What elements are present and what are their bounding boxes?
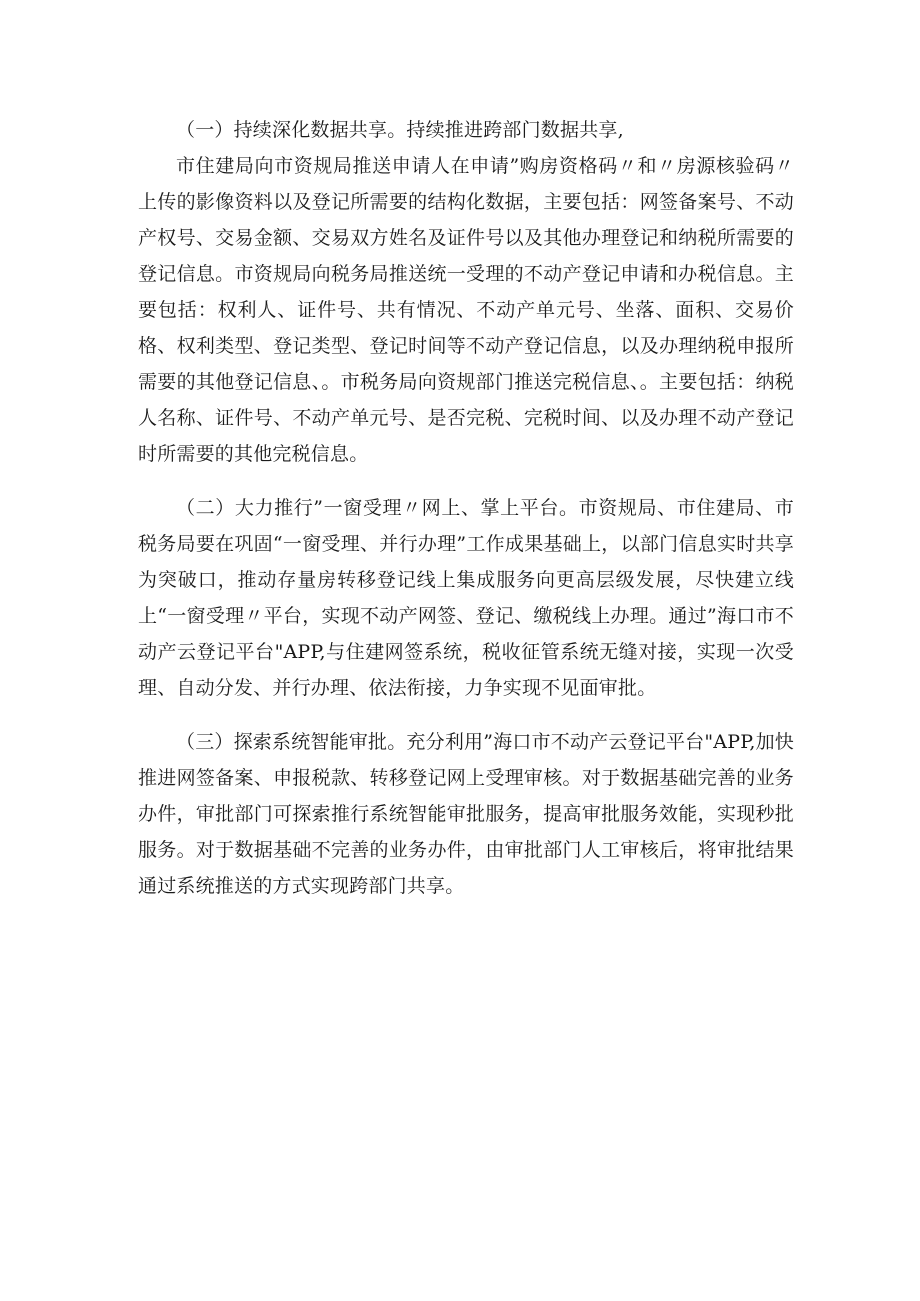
paragraph-1: （一）持续深化数据共享。持续推进跨部门数据共享, xyxy=(176,119,624,141)
paragraph-3: （二）大力推行”一窗受理〃网上、掌上平台。市资规局、市住建局、市税务局要在巩固“一窗受理、并行办理”工作成果基础上，以部门信息实时共享为突破口，推动存量房转移登记线上集成服务向更高层级发展，尽快建立线上“一窗受理〃平台，实现不动产网签、登记、缴税线上办理。通过”海口市不动产云登记平台"APP,与住建网签系统，税收征管系统无缝对接，实现一次受理、自动分发、并行办理、依法衔接，力争实现不见面审批。 xyxy=(138,497,794,699)
paragraph-2: 市住建局向市资规局推送申请人在申请”购房资格码〃和〃房源核验码〃上传的影像资料以及登记所需要的结构化数据，主要包括：网签备案号、不动产权号、交易金额、交易双方姓名及证件号以及其他办理登记和纳税所需要的登记信息。市资规局向税务局推送统一受理的不动产登记申请和办税信息。主要包括：权利人、证件号、共有情况、不动产单元号、坐落、面积、交易价格、权利类型、登记类型、登记时间等不动产登记信息，以及办理纳税申报所需要的其他登记信息、。市税务局向资规部门推送完税信息、。主要包括：纳税人名称、证件号、不动产单元号、是否完税、完税时间、以及办理不动产登记时所需要的其他完税信息。 xyxy=(138,155,794,465)
paragraph-4: （三）探索系统智能审批。充分利用”海口市不动产云登记平台"APP,加快推进网签备案、申报税款、转移登记网上受理审核。对于数据基础完善的业务办件，审批部门可探索推行系统智能审批服务，提高审批服务效能，实现秒批服务。对于数据基础不完善的业务办件，由审批部门人工审核后，将审批结果通过系统推送的方式实现跨部门共享。 xyxy=(138,731,794,897)
document-body xyxy=(138,112,794,904)
